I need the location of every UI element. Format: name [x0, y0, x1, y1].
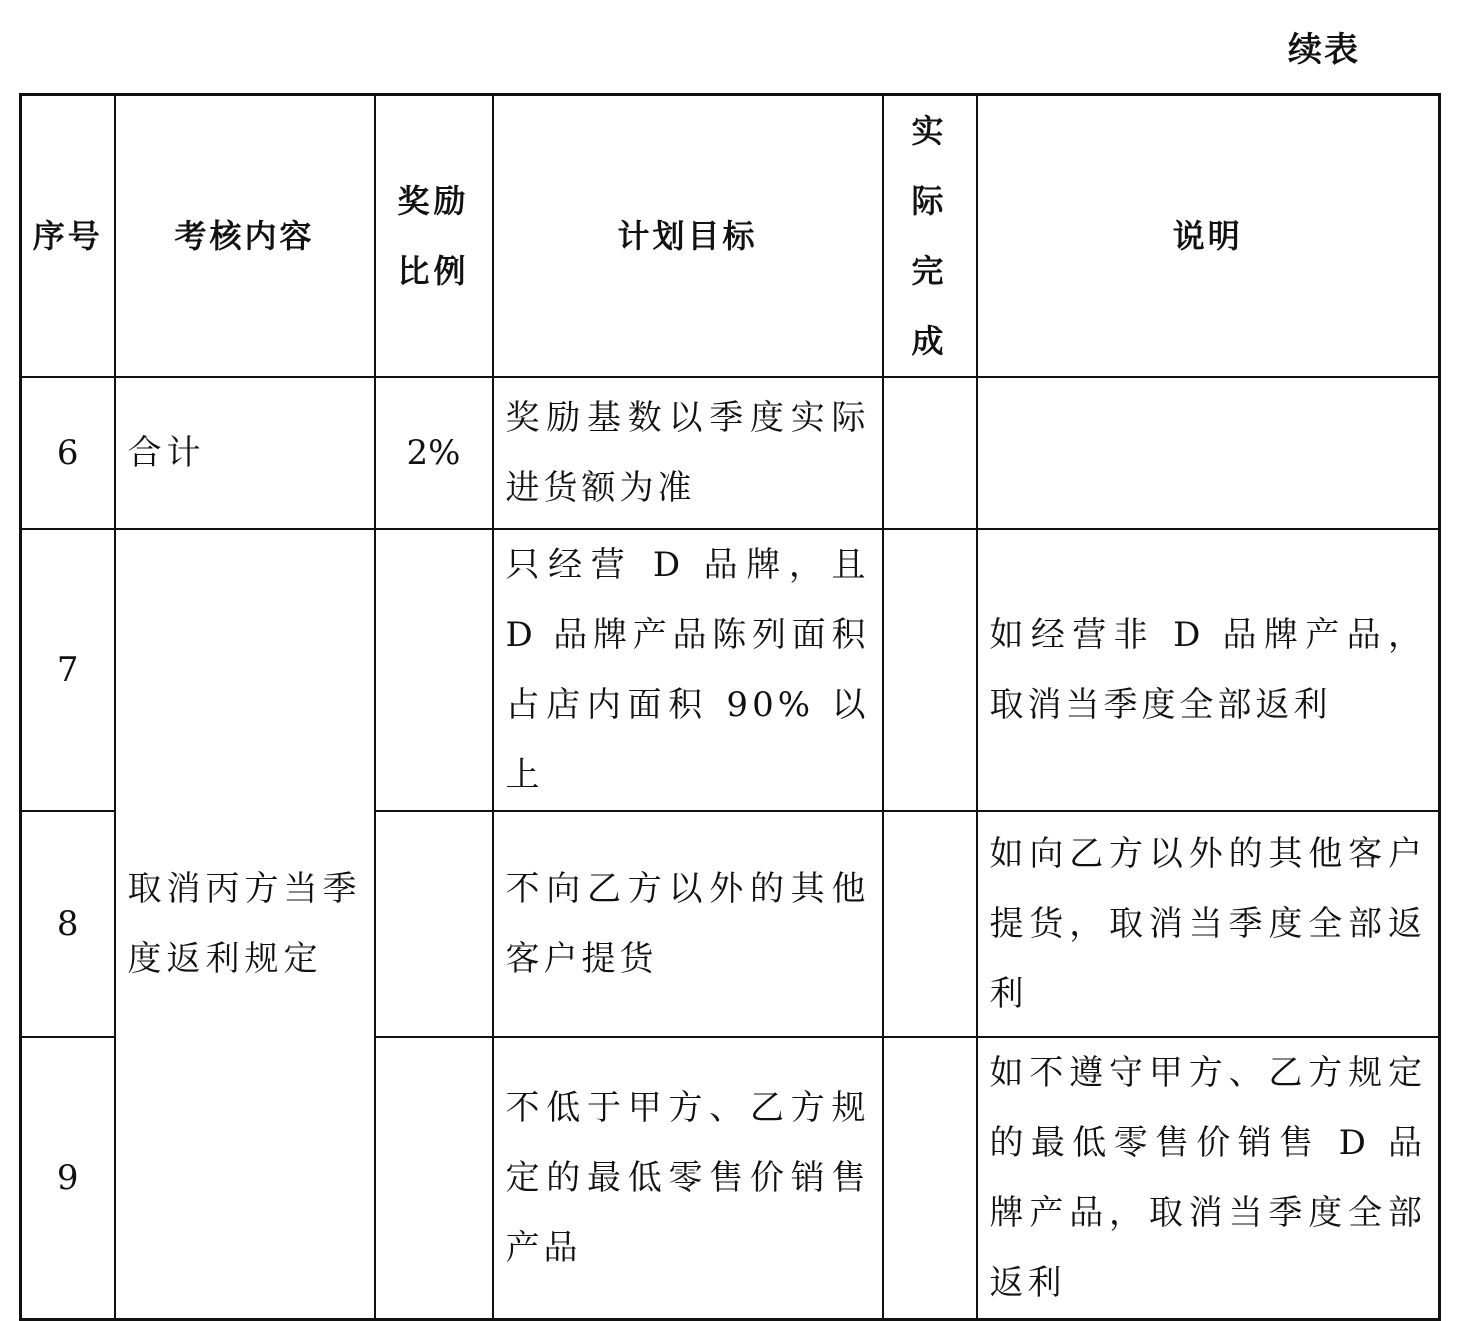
assessment-table [19, 93, 1441, 1321]
cell-actual [883, 811, 977, 1037]
cell-target: 不低于甲方、乙方规定的最低零售价销售产品 [493, 1037, 883, 1320]
header-content: 考核内容 [115, 95, 375, 378]
table-header-row [21, 95, 1440, 378]
cell-actual [883, 377, 977, 529]
table-row [21, 529, 1440, 811]
cell-actual [883, 1037, 977, 1320]
cell-content-merged: 取消丙方当季度返利规定 [115, 529, 375, 1320]
cell-ratio [375, 811, 493, 1037]
cell-target: 不向乙方以外的其他客户提货 [493, 811, 883, 1037]
table-row [21, 377, 1440, 529]
header-actual: 实际完成 [883, 95, 977, 378]
header-note: 说明 [977, 95, 1440, 378]
cell-ratio: 2% [375, 377, 493, 529]
cell-actual [883, 529, 977, 811]
header-target: 计划目标 [493, 95, 883, 378]
header-seq: 序号 [21, 95, 115, 378]
cell-note: 如向乙方以外的其他客户提货，取消当季度全部返利 [977, 811, 1440, 1037]
cell-target: 只经营 D 品牌，且 D 品牌产品陈列面积占店内面积 90% 以上 [493, 529, 883, 811]
cell-ratio [375, 529, 493, 811]
header-ratio: 奖励比例 [375, 95, 493, 378]
cell-seq: 6 [21, 377, 115, 529]
continued-label: 续表 [1288, 30, 1360, 70]
cell-seq: 9 [21, 1037, 115, 1320]
cell-note: 如经营非 D 品牌产品，取消当季度全部返利 [977, 529, 1440, 811]
cell-note [977, 377, 1440, 529]
cell-ratio [375, 1037, 493, 1320]
cell-note: 如不遵守甲方、乙方规定的最低零售价销售 D 品牌产品，取消当季度全部返利 [977, 1037, 1440, 1320]
cell-content: 合计 [115, 377, 375, 529]
cell-seq: 8 [21, 811, 115, 1037]
cell-target: 奖励基数以季度实际进货额为准 [493, 377, 883, 529]
cell-seq: 7 [21, 529, 115, 811]
